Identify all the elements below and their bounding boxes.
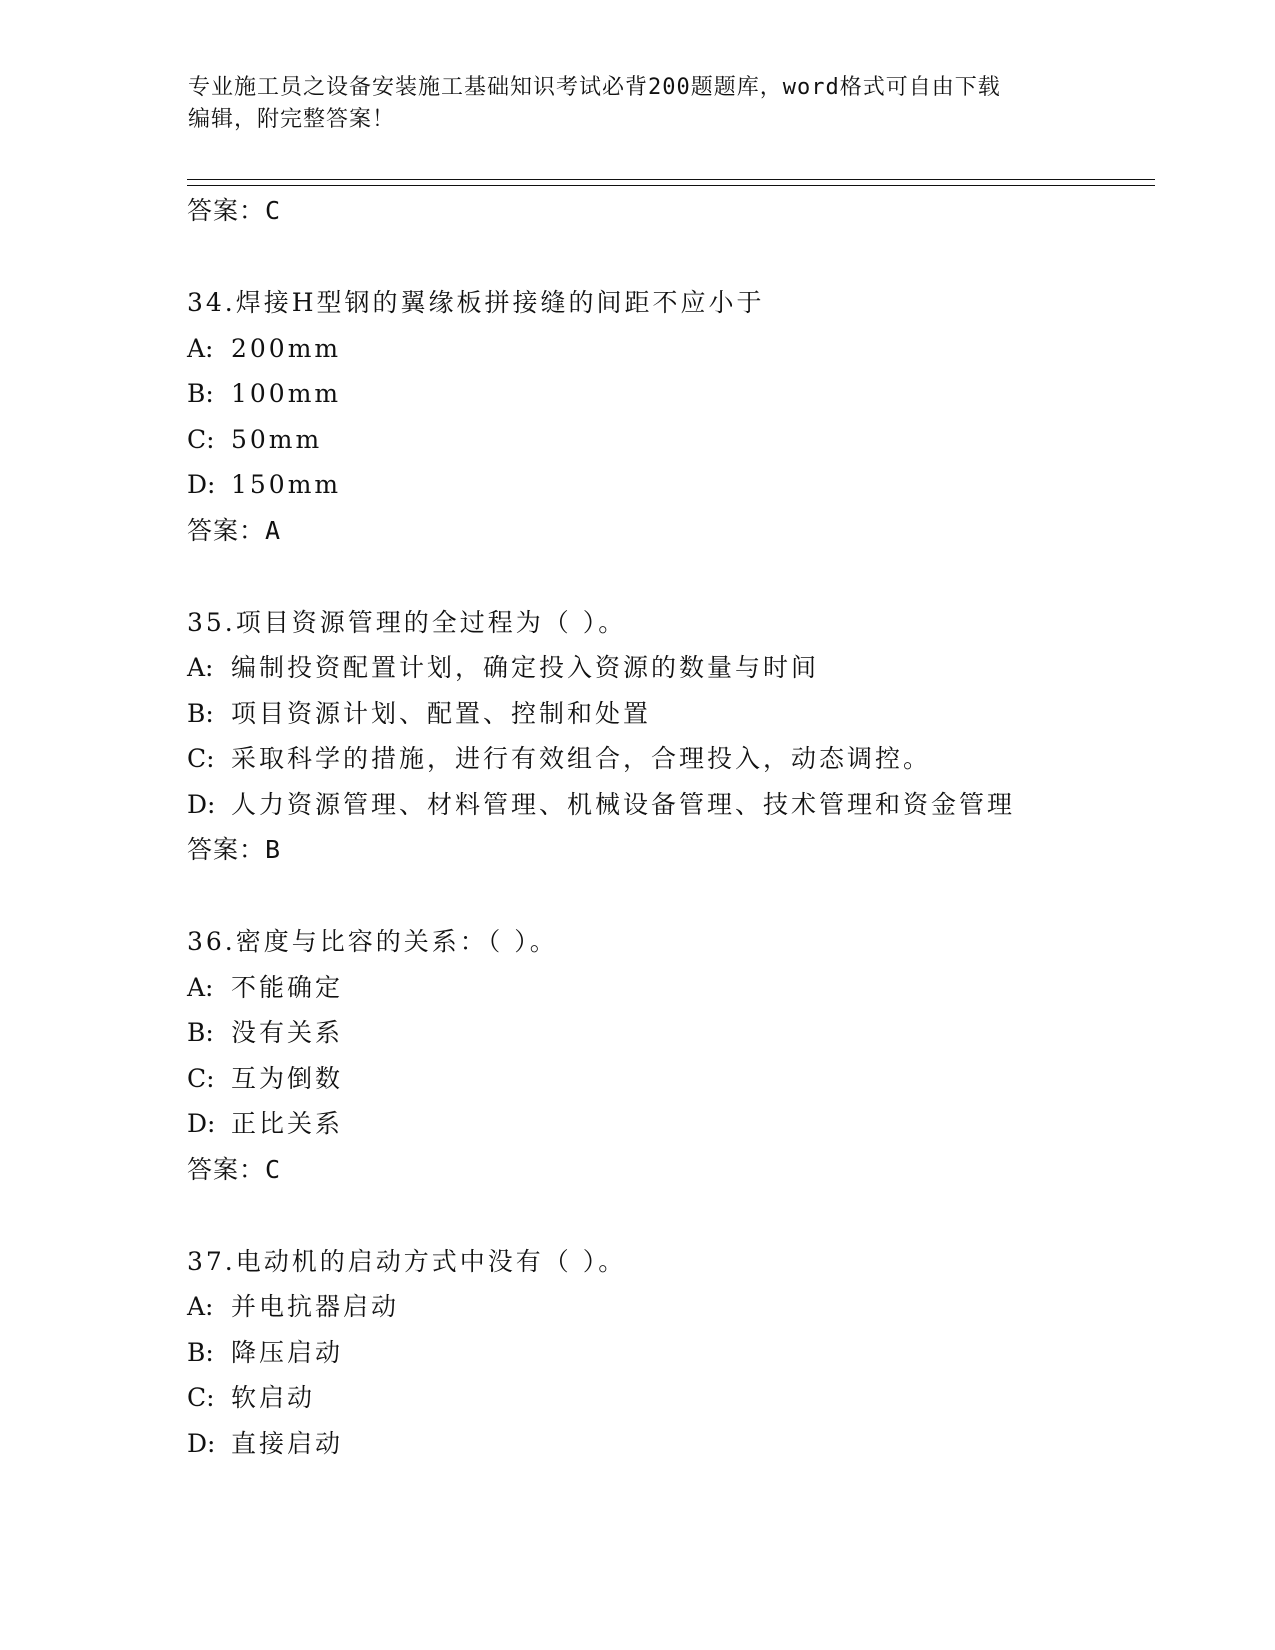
question-stem: 36.密度与比容的关系：（ ）。: [187, 927, 558, 956]
option-text: 人力资源管理、材料管理、机械设备管理、技术管理和资金管理: [231, 789, 1016, 819]
option-c: [187, 1375, 1147, 1421]
option-d: [187, 462, 1147, 508]
question-stem: 35.项目资源管理的全过程为（ ）。: [187, 607, 627, 637]
option-d: [187, 1101, 1147, 1147]
option-text: 互为倒数: [231, 1063, 344, 1093]
answer-line: 答案：C: [187, 1154, 282, 1184]
option-text: 编制投资配置计划，确定投入资源的数量与时间: [231, 653, 820, 682]
option-text: 正比关系: [231, 1109, 344, 1138]
answer-line: 答案：B: [187, 835, 282, 864]
option-label: D:: [187, 470, 216, 499]
option-d: [187, 782, 1147, 828]
option-c: [187, 417, 1147, 463]
question-stem: 37.电动机的启动方式中没有（ ）。: [187, 1246, 627, 1276]
option-label: C:: [187, 1063, 215, 1093]
option-label: B:: [187, 1018, 214, 1047]
question-block: [187, 280, 1147, 554]
answer-line: 答案：A: [187, 515, 282, 545]
option-label: A:: [187, 333, 214, 363]
option-text: 150mm: [231, 470, 342, 499]
option-c: [187, 736, 1147, 782]
question-block: [187, 919, 1147, 1193]
option-text: 没有关系: [231, 1018, 344, 1047]
option-label: B:: [187, 1337, 214, 1367]
option-text: 不能确定: [231, 972, 344, 1002]
option-label: D:: [187, 1428, 216, 1458]
option-label: D:: [187, 789, 216, 819]
option-text: 直接启动: [231, 1428, 344, 1458]
option-label: C:: [187, 1383, 215, 1412]
question-block: [187, 1239, 1147, 1467]
option-a: [187, 645, 1147, 691]
option-text: 采取科学的措施，进行有效组合，合理投入，动态调控。: [231, 744, 932, 773]
option-text: 项目资源计划、配置、控制和处置: [231, 698, 652, 728]
option-text: 100mm: [231, 379, 342, 408]
option-c: [187, 1056, 1147, 1102]
option-b: [187, 371, 1147, 417]
option-text: 降压启动: [231, 1337, 344, 1367]
header-title-line-1: 专业施工员之设备安装施工基础知识考试必背200题题库，word格式可自由下载: [188, 75, 1001, 100]
option-label: D:: [187, 1109, 216, 1138]
question-list: [187, 188, 1147, 1466]
option-label: C:: [187, 424, 215, 454]
option-text: 200mm: [231, 333, 342, 363]
option-a: [187, 965, 1147, 1011]
option-a: [187, 326, 1147, 372]
option-label: C:: [187, 744, 215, 773]
option-b: [187, 691, 1147, 737]
header-divider-top: [187, 179, 1155, 180]
option-text: 并电抗器启动: [231, 1292, 400, 1321]
option-text: 软启动: [231, 1383, 316, 1412]
option-label: A:: [187, 972, 214, 1002]
option-a: [187, 1284, 1147, 1330]
document-header: [188, 72, 1088, 136]
answer-line: 答案：C: [187, 196, 282, 225]
question-block: [187, 600, 1147, 874]
option-label: A:: [187, 653, 214, 682]
question-stem: 34.焊接H型钢的翼缘板拼接缝的间距不应小于: [187, 288, 765, 317]
option-label: A:: [187, 1292, 214, 1321]
option-d: [187, 1421, 1147, 1467]
header-divider-bottom: [187, 185, 1155, 186]
option-label: B:: [187, 379, 214, 408]
option-label: B:: [187, 698, 214, 728]
option-b: [187, 1010, 1147, 1056]
option-b: [187, 1330, 1147, 1376]
header-title-line-2: 编辑，附完整答案！: [188, 107, 396, 132]
option-text: 50mm: [231, 424, 323, 454]
